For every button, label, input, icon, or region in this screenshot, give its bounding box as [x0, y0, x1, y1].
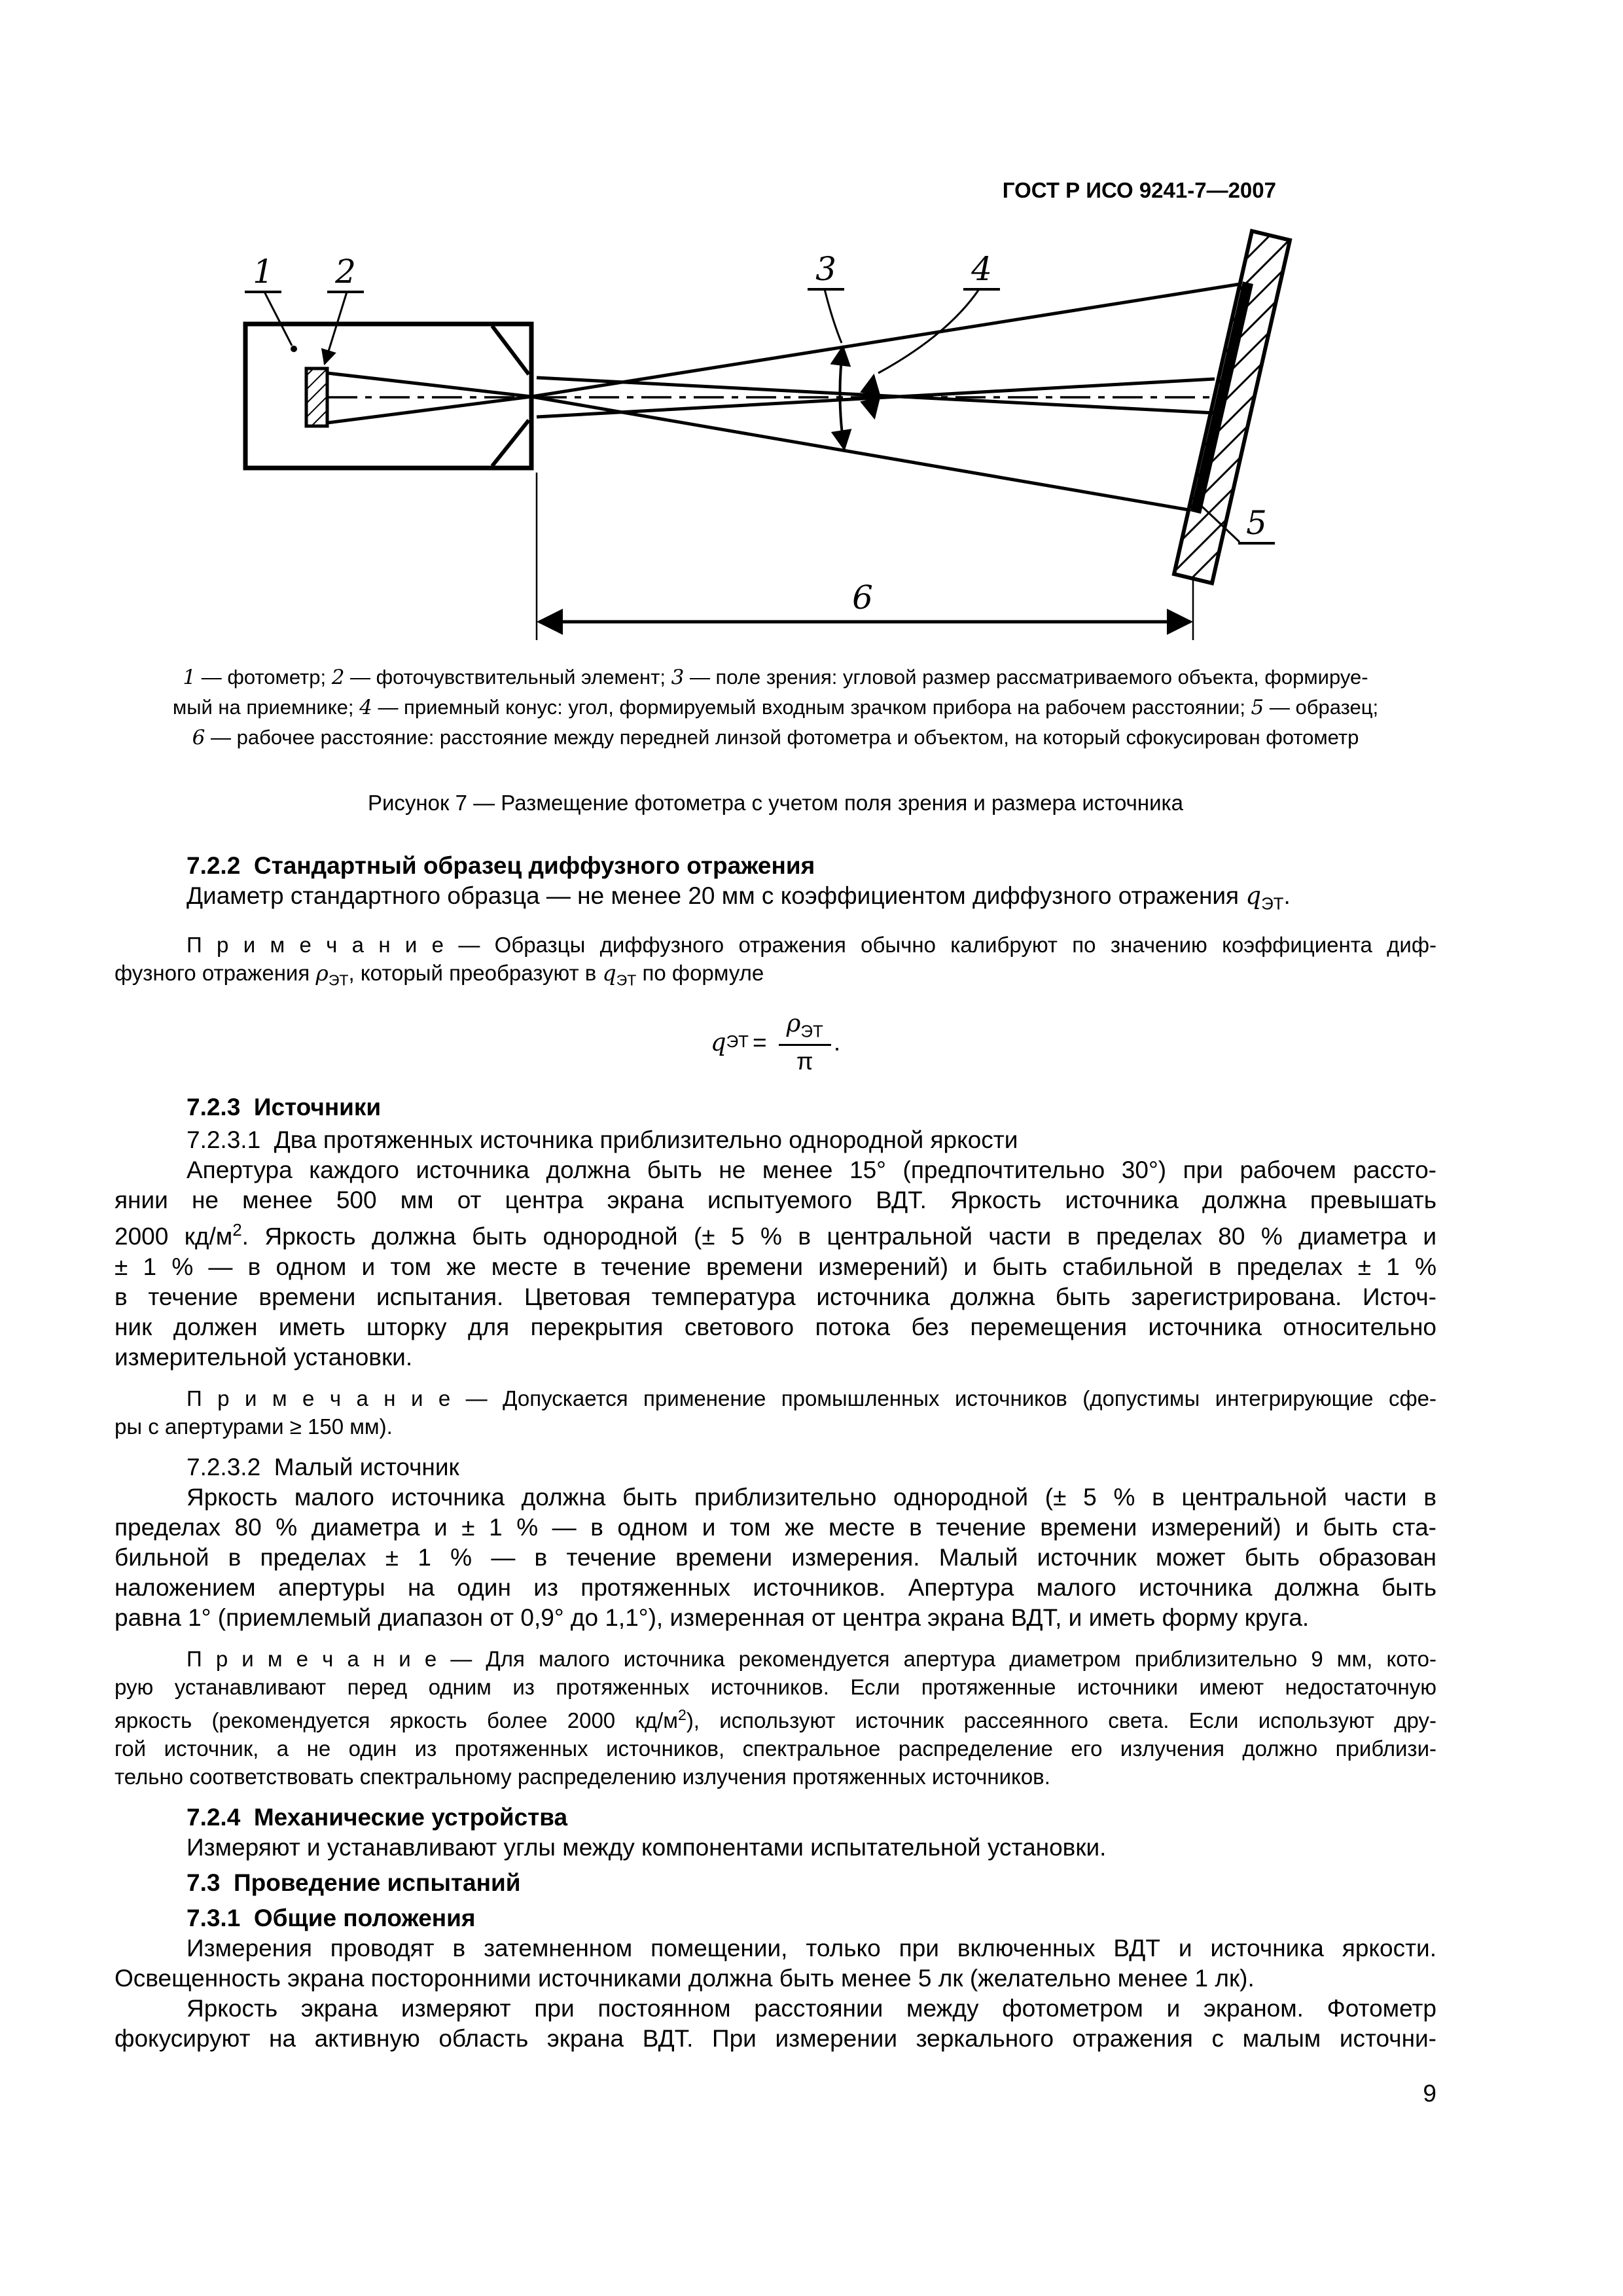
text-line: 2000 $кд/м^2$. Яркость должна быть однородной (± 5 % в центральной части в пределах 80 % диаметра и	[115, 1221, 1436, 1250]
text-line: 7.2.3 Источники	[187, 1094, 382, 1121]
text-line: фузного отражения $\rho_{ЭТ}$, который преобразуют в $q_{ЭТ}$ по формуле	[115, 960, 764, 989]
paragraph	[115, 1155, 1436, 1372]
text-line: Измерения проводят в затемненном помещении, только при включенных ВДТ и источника яркости.	[187, 1934, 1436, 1962]
paragraph	[115, 1482, 1436, 1633]
page-header: ГОСТ Р ИСО 9241-7—2007	[1002, 178, 1276, 202]
text-line: 7.2.4 Механические устройства	[187, 1803, 568, 1831]
photometer-housing	[245, 324, 531, 468]
figure-7-diagram	[229, 216, 1381, 661]
figure-caption: Рисунок 7 — Размещение фотометра с учетом поля зрения и размера источника	[367, 791, 1184, 815]
figure-legend	[115, 662, 1436, 753]
section-heading	[115, 1092, 1436, 1122]
label-working-distance: 6	[852, 579, 873, 617]
label-field-of-view: 3	[815, 250, 836, 288]
text-line: ры с апертурами ≥ 150 мм).	[115, 1414, 393, 1439]
section-subheading	[115, 1452, 1436, 1482]
text-line: Яркость малого источника должна быть приблизительно однородной (± 5 % в центральной части в	[187, 1483, 1436, 1511]
note	[115, 931, 1436, 995]
text-line: Измеряют и устанавливают углы между компонентами испытательной установки.	[187, 1833, 1107, 1861]
text-line: тельно соответствовать спектральному распределению излучения протяженных источников.	[115, 1764, 1050, 1789]
body-text	[115, 846, 1436, 2054]
photosensitive-element	[306, 368, 327, 426]
text-line: наложением апертуры на один из протяженных источников. Апертура малого источника должна быть	[115, 1573, 1436, 1601]
text-line: фокусируют на активную область экрана ВДТ. При измерении зеркального отражения с малым источни-	[115, 2024, 1436, 2052]
text-line: пределах 80 % диаметра и ± 1 % — в одном и том же месте в течение времени измерений) и быть ста-	[115, 1513, 1436, 1541]
label-receiving-cone: 4	[971, 250, 992, 288]
text-line: П р и м е ч а н и е — Образцы диффузного отражения обычно калибруют по значению коэффициента диф-	[187, 933, 1436, 958]
text-line: Яркость экрана измеряют при постоянном расстоянии между фотометром и экраном. Фотометр	[187, 1994, 1436, 2022]
text-line: гой источник, а не один из протяженных источников, спектральное распределение его излучения должно приблизи-	[115, 1736, 1436, 1761]
text-line: 7.2.2 Стандартный образец диффузного отражения	[187, 852, 815, 879]
paragraph	[115, 1933, 1436, 1994]
text-line: рую устанавливают перед одним из протяженных источников. Если протяженные источники имеют недостаточную	[115, 1674, 1436, 1699]
callout-1	[245, 253, 297, 352]
section-heading	[115, 851, 1436, 881]
page-number: 9	[1423, 2080, 1436, 2107]
figure-7	[229, 216, 1381, 664]
working-distance-dimension	[537, 473, 1193, 640]
callout-4	[878, 250, 1000, 373]
paragraph	[115, 1994, 1436, 2054]
section-heading	[115, 1903, 1436, 1933]
text-line: яркость (рекомендуется яркость более 2000 $кд/м^2$), используют источник рассеянного света. Если используют дру-	[115, 1706, 1436, 1732]
text-line: Диаметр стандартного образца — не менее 20 мм с коэффициентом диффузного отражения $q_{ЭТ}$.	[187, 882, 1291, 914]
text-line: бильной в пределах ± 1 % — в течение времени измерения. Малый источник может быть образован	[115, 1543, 1436, 1571]
legend-line: мый на приемнике; 4 — приемный конус: угол, формируемый входным зрачком прибора на рабочем расстоянии; 5 — образец;	[172, 696, 1379, 719]
text-line: 7.3 Проведение испытаний	[187, 1869, 521, 1896]
label-photosensitive-element: 2	[335, 253, 356, 291]
text-line: 7.2.3.2 Малый источник	[187, 1453, 459, 1480]
callout-3	[808, 250, 844, 343]
note	[115, 1645, 1436, 1791]
text-line: янии не менее 500 мм от центра экрана испытуемого ВДТ. Яркость источника должна превышать	[115, 1187, 1436, 1214]
formula: q ЭТ = $\frac{\rho_{ЭТ}}{\pi}$ .	[710, 1009, 841, 1075]
legend-line: 1 — фотометр; 2 — фоточувствительный элемент; 3 — поле зрения: угловой размер рассматриваемого объекта, формируе-	[183, 666, 1368, 689]
text-line: измерительной установки.	[115, 1343, 413, 1371]
paragraph	[115, 1833, 1436, 1863]
text-line: Апертура каждого источника должна быть не менее 15° (предпочтительно 30°) при рабочем рассто-	[187, 1157, 1436, 1184]
text-line: Освещенность экрана посторонними источниками должна быть менее 5 лк (желательно менее 1 лк).	[115, 1964, 1255, 1992]
note	[115, 1384, 1436, 1441]
label-photometer: 1	[253, 253, 274, 291]
text-line: ник должен иметь шторку для перекрытия светового потока без перемещения источника относительно	[115, 1313, 1436, 1340]
text-line: ± 1 % — в одном и том же месте в течение времени измерений) и быть стабильной в пределах ± 1 %	[115, 1253, 1436, 1280]
text-line: равна 1° (приемлемый диапазон от 0,9° до 1,1°), измеренная от центра экрана ВДТ, и иметь форму круга.	[115, 1604, 1310, 1631]
label-sample: 5	[1246, 504, 1267, 542]
text-line: П р и м е ч а н и е — Для малого источника рекомендуется апертура диаметром приблизительно 9 мм, кото-	[187, 1646, 1436, 1671]
text-line: 7.3.1 Общие положения	[187, 1904, 476, 1931]
callout-2	[325, 253, 364, 364]
section-heading	[115, 1803, 1436, 1833]
text-line: 7.2.3.1 Два протяженных источника приблизительно однородной яркости	[187, 1126, 1018, 1154]
text-line: в течение времени испытания. Цветовая температура источника должна быть зарегистрирована. Источ-	[115, 1283, 1436, 1310]
section-subheading	[115, 1125, 1436, 1155]
paragraph	[115, 881, 1436, 919]
legend-line: 6 — рабочее расстояние: расстояние между передней линзой фотометра и объектом, на который сфокусирован фотометр	[192, 726, 1359, 749]
text-line: П р и м е ч а н и е — Допускается применение промышленных источников (допустимы интегрирующие сфе-	[187, 1386, 1436, 1410]
section-heading	[115, 1868, 1436, 1898]
